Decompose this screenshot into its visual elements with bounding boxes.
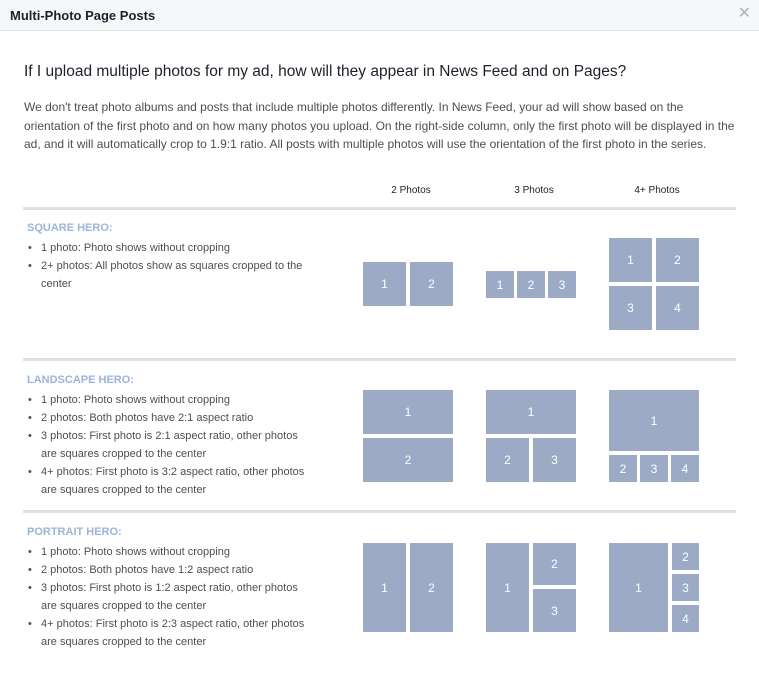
column-header-2-photos: 2 Photos [391,185,431,196]
list-item: • 4+ photos: First photo is 3:2 aspect ratio, other photos are squares cropped to the center [27,463,311,499]
column-header-3-photos: 3 Photos [514,185,554,196]
photo-tile: 3 [672,574,699,601]
section-heading-square: SQUARE HERO: [27,222,113,234]
dialog-titlebar [0,0,759,31]
photo-tile: 3 [609,286,652,330]
landscape-hero-list [27,391,327,499]
photo-tile: 1 [609,390,699,451]
photo-tile: 3 [640,455,668,482]
photo-tile: 1 [486,271,514,298]
photo-tile: 1 [363,262,406,306]
photo-tile: 4 [656,286,699,330]
photo-tile: 4 [671,455,699,482]
photo-tile: 2 [533,543,576,585]
photo-tile: 2 [410,262,453,306]
list-item: • 2 photos: Both photos have 1:2 aspect ratio [27,561,327,579]
list-item: • 3 photos: First photo is 1:2 aspect ratio, other photos are squares cropped to the center [27,579,311,615]
section-divider [23,510,736,513]
list-item: • 1 photo: Photo shows without cropping [27,391,327,409]
photo-tile: 2 [363,438,453,482]
portrait-hero-list [27,543,327,651]
dialog-title: Multi-Photo Page Posts [10,8,156,23]
section-divider [23,358,736,361]
photo-tile: 2 [656,238,699,282]
photo-tile: 4 [672,605,699,632]
intro-paragraph: We don't treat photo albums and posts that include multiple photos differently. In News Feed, your ad will show based on the orientation of the first photo and on how many photos you upload. On the right-side column, only the first photo will be displayed in the ad, and it will automatically crop to 1.9:1 ratio. All posts with multiple photos will use the orientation of the first photo in the series. [24,100,735,151]
list-item: • 4+ photos: First photo is 2:3 aspect ratio, other photos are squares cropped to the center [27,615,311,651]
photo-tile: 3 [533,589,576,632]
section-heading-landscape: LANDSCAPE HERO: [27,374,134,386]
photo-tile: 3 [548,271,576,298]
square-hero-list [27,239,327,293]
photo-tile: 2 [609,455,637,482]
close-icon[interactable]: ✕ [737,5,751,22]
list-item: • 1 photo: Photo shows without cropping [27,543,327,561]
section-divider [23,207,736,210]
photo-tile: 1 [609,543,668,632]
photo-tile: 1 [486,390,576,434]
photo-tile: 1 [363,390,453,434]
list-item: • 2+ photos: All photos show as squares cropped to the center [27,257,311,293]
photo-tile: 2 [672,543,699,570]
photo-tile: 1 [486,543,529,632]
list-item: • 3 photos: First photo is 2:1 aspect ratio, other photos are squares cropped to the center [27,427,311,463]
column-header-4-photos: 4+ Photos [634,185,680,196]
list-item: • 1 photo: Photo shows without cropping [27,239,327,257]
photo-tile: 2 [517,271,545,298]
question-heading: If I upload multiple photos for my ad, how will they appear in News Feed and on Pages? [24,63,627,80]
list-item: • 2 photos: Both photos have 2:1 aspect ratio [27,409,327,427]
photo-tile: 2 [486,438,529,482]
photo-tile: 1 [609,238,652,282]
photo-tile: 2 [410,543,453,632]
photo-tile: 1 [363,543,406,632]
section-heading-portrait: PORTRAIT HERO: [27,526,122,538]
photo-tile: 3 [533,438,576,482]
